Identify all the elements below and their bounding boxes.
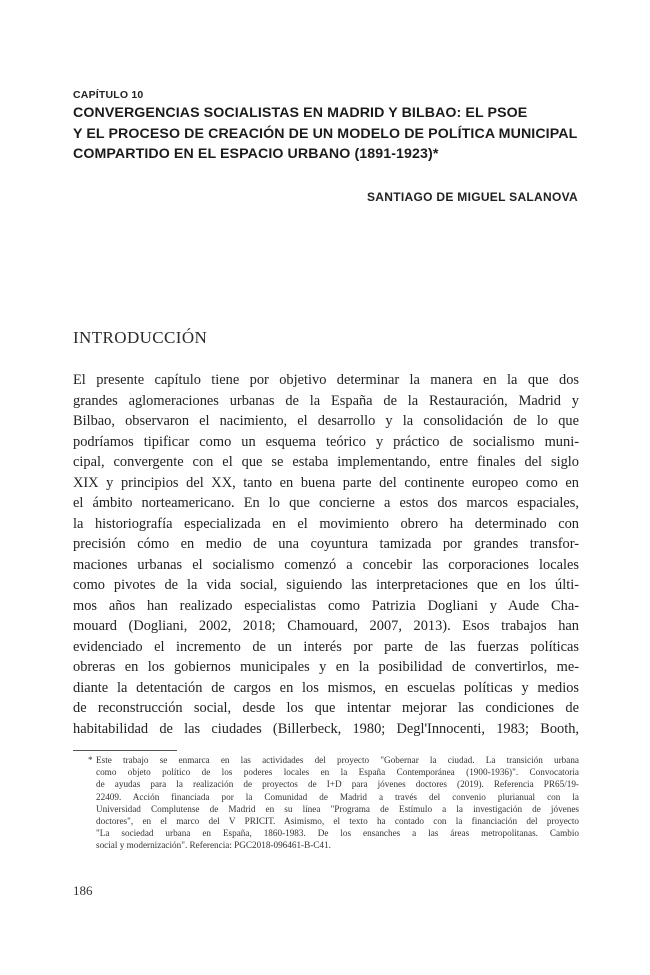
footnote: [88, 754, 579, 852]
chapter-title-line: Y EL PROCESO DE CREACIÓN DE UN MODELO DE POLÍTICA MUNICIPAL: [73, 125, 578, 142]
footnote-line: social y modernización". Referencia: PGC2018-096461-B-C41.: [96, 840, 331, 851]
footnote-marker: *: [88, 755, 93, 765]
footnote-line: 22409. Acción financiada por la Comunidad de Madrid a través del convenio plurianual con la: [96, 791, 579, 802]
chapter-title-line: COMPARTIDO EN EL ESPACIO URBANO (1891-1923)*: [73, 146, 439, 162]
footnote-line: como objeto político de los poderes locales en la España Contemporánea (1900-1936)". Convocatoria: [96, 767, 579, 778]
body-line: XIX y principios del XX, tanto en buena parte del continente europeo como en: [73, 474, 579, 491]
footnote-line: Universidad Complutense de Madrid en su línea "Programa de Estímulo a la investigación de jóvenes: [96, 803, 579, 814]
body-line: habitabilidad de las ciudades (Billerbeck, 1980; Degl'Innocenti, 1983; Booth,: [73, 720, 579, 737]
body-line: grandes aglomeraciones urbanas de la España de la Restauración, Madrid y: [73, 392, 579, 409]
body-line: el ámbito norteamericano. En lo que concierne a estos dos marcos espaciales,: [73, 495, 579, 511]
section-heading: INTRODUCCIÓN: [73, 328, 208, 347]
body-line: diante la detentación de cargos en los mismos, en escuelas políticas y medios: [73, 679, 579, 696]
footnote-line: Este trabajo se enmarca en las actividades del proyecto "Gobernar la ciudad. La transición urbana: [96, 755, 579, 765]
body-line: obreras en los gobiernos municipales y en la posibilidad de convertirlos, me-: [73, 659, 579, 675]
body-line: mos años han realizado especialistas como Patrizia Dogliani y Aude Cha-: [73, 597, 579, 614]
body-line: maciones urbanas el socialismo comenzó a concebir las corporaciones locales: [73, 556, 579, 573]
chapter-label: CAPÍTULO 10: [73, 89, 144, 101]
body-line: El presente capítulo tiene por objetivo determinar la manera en la que dos: [73, 372, 579, 388]
footnote-line: doctores", en el marco del V PRICIT. Asimismo, el texto ha contado con la financiación del proyecto: [96, 815, 579, 826]
body-line: de reconstrucción social, desde los que intentar mejorar las condiciones de: [73, 700, 579, 716]
footnote-line: de ayudas para la realización de proyectos de I+D para jóvenes doctores (2019). Referencia PR65/19-: [96, 779, 579, 790]
chapter-author: SANTIAGO DE MIGUEL SALANOVA: [367, 190, 578, 204]
footnote-line: "La sociedad urbana en España, 1860-1983. De los ensanches a las áreas metropolitanas. Cambio: [96, 828, 579, 839]
body-line: evidenciado el incremento de un interés por parte de las fuerzas políticas: [73, 638, 579, 655]
body-paragraph: [73, 370, 579, 739]
body-line: cipal, convergente con el que se estaba implementando, entre finales del siglo: [73, 454, 579, 470]
body-line: mouard (Dogliani, 2002, 2018; Chamouard, 2007, 2013). Esos trabajos han: [73, 618, 579, 634]
body-line: la historiografía especializada en el movimiento obrero ha determinado con: [73, 515, 579, 532]
body-line: podríamos tipificar como un esquema teórico y práctico de socialismo muni-: [73, 433, 579, 450]
body-line: como pivotes de la vida social, siguiendo las interpretaciones que en los últi-: [73, 577, 579, 593]
footnote-separator: [73, 750, 177, 751]
body-line: precisión cómo en medio de una coyuntura tamizada por grandes transfor-: [73, 536, 579, 552]
page-number: 186: [73, 883, 93, 898]
body-line: Bilbao, observaron el nacimiento, el desarrollo y la consolidación de lo que: [73, 413, 579, 429]
chapter-title-line: CONVERGENCIAS SOCIALISTAS EN MADRID Y BILBAO: EL PSOE: [73, 105, 528, 121]
chapter-title: [73, 103, 593, 165]
